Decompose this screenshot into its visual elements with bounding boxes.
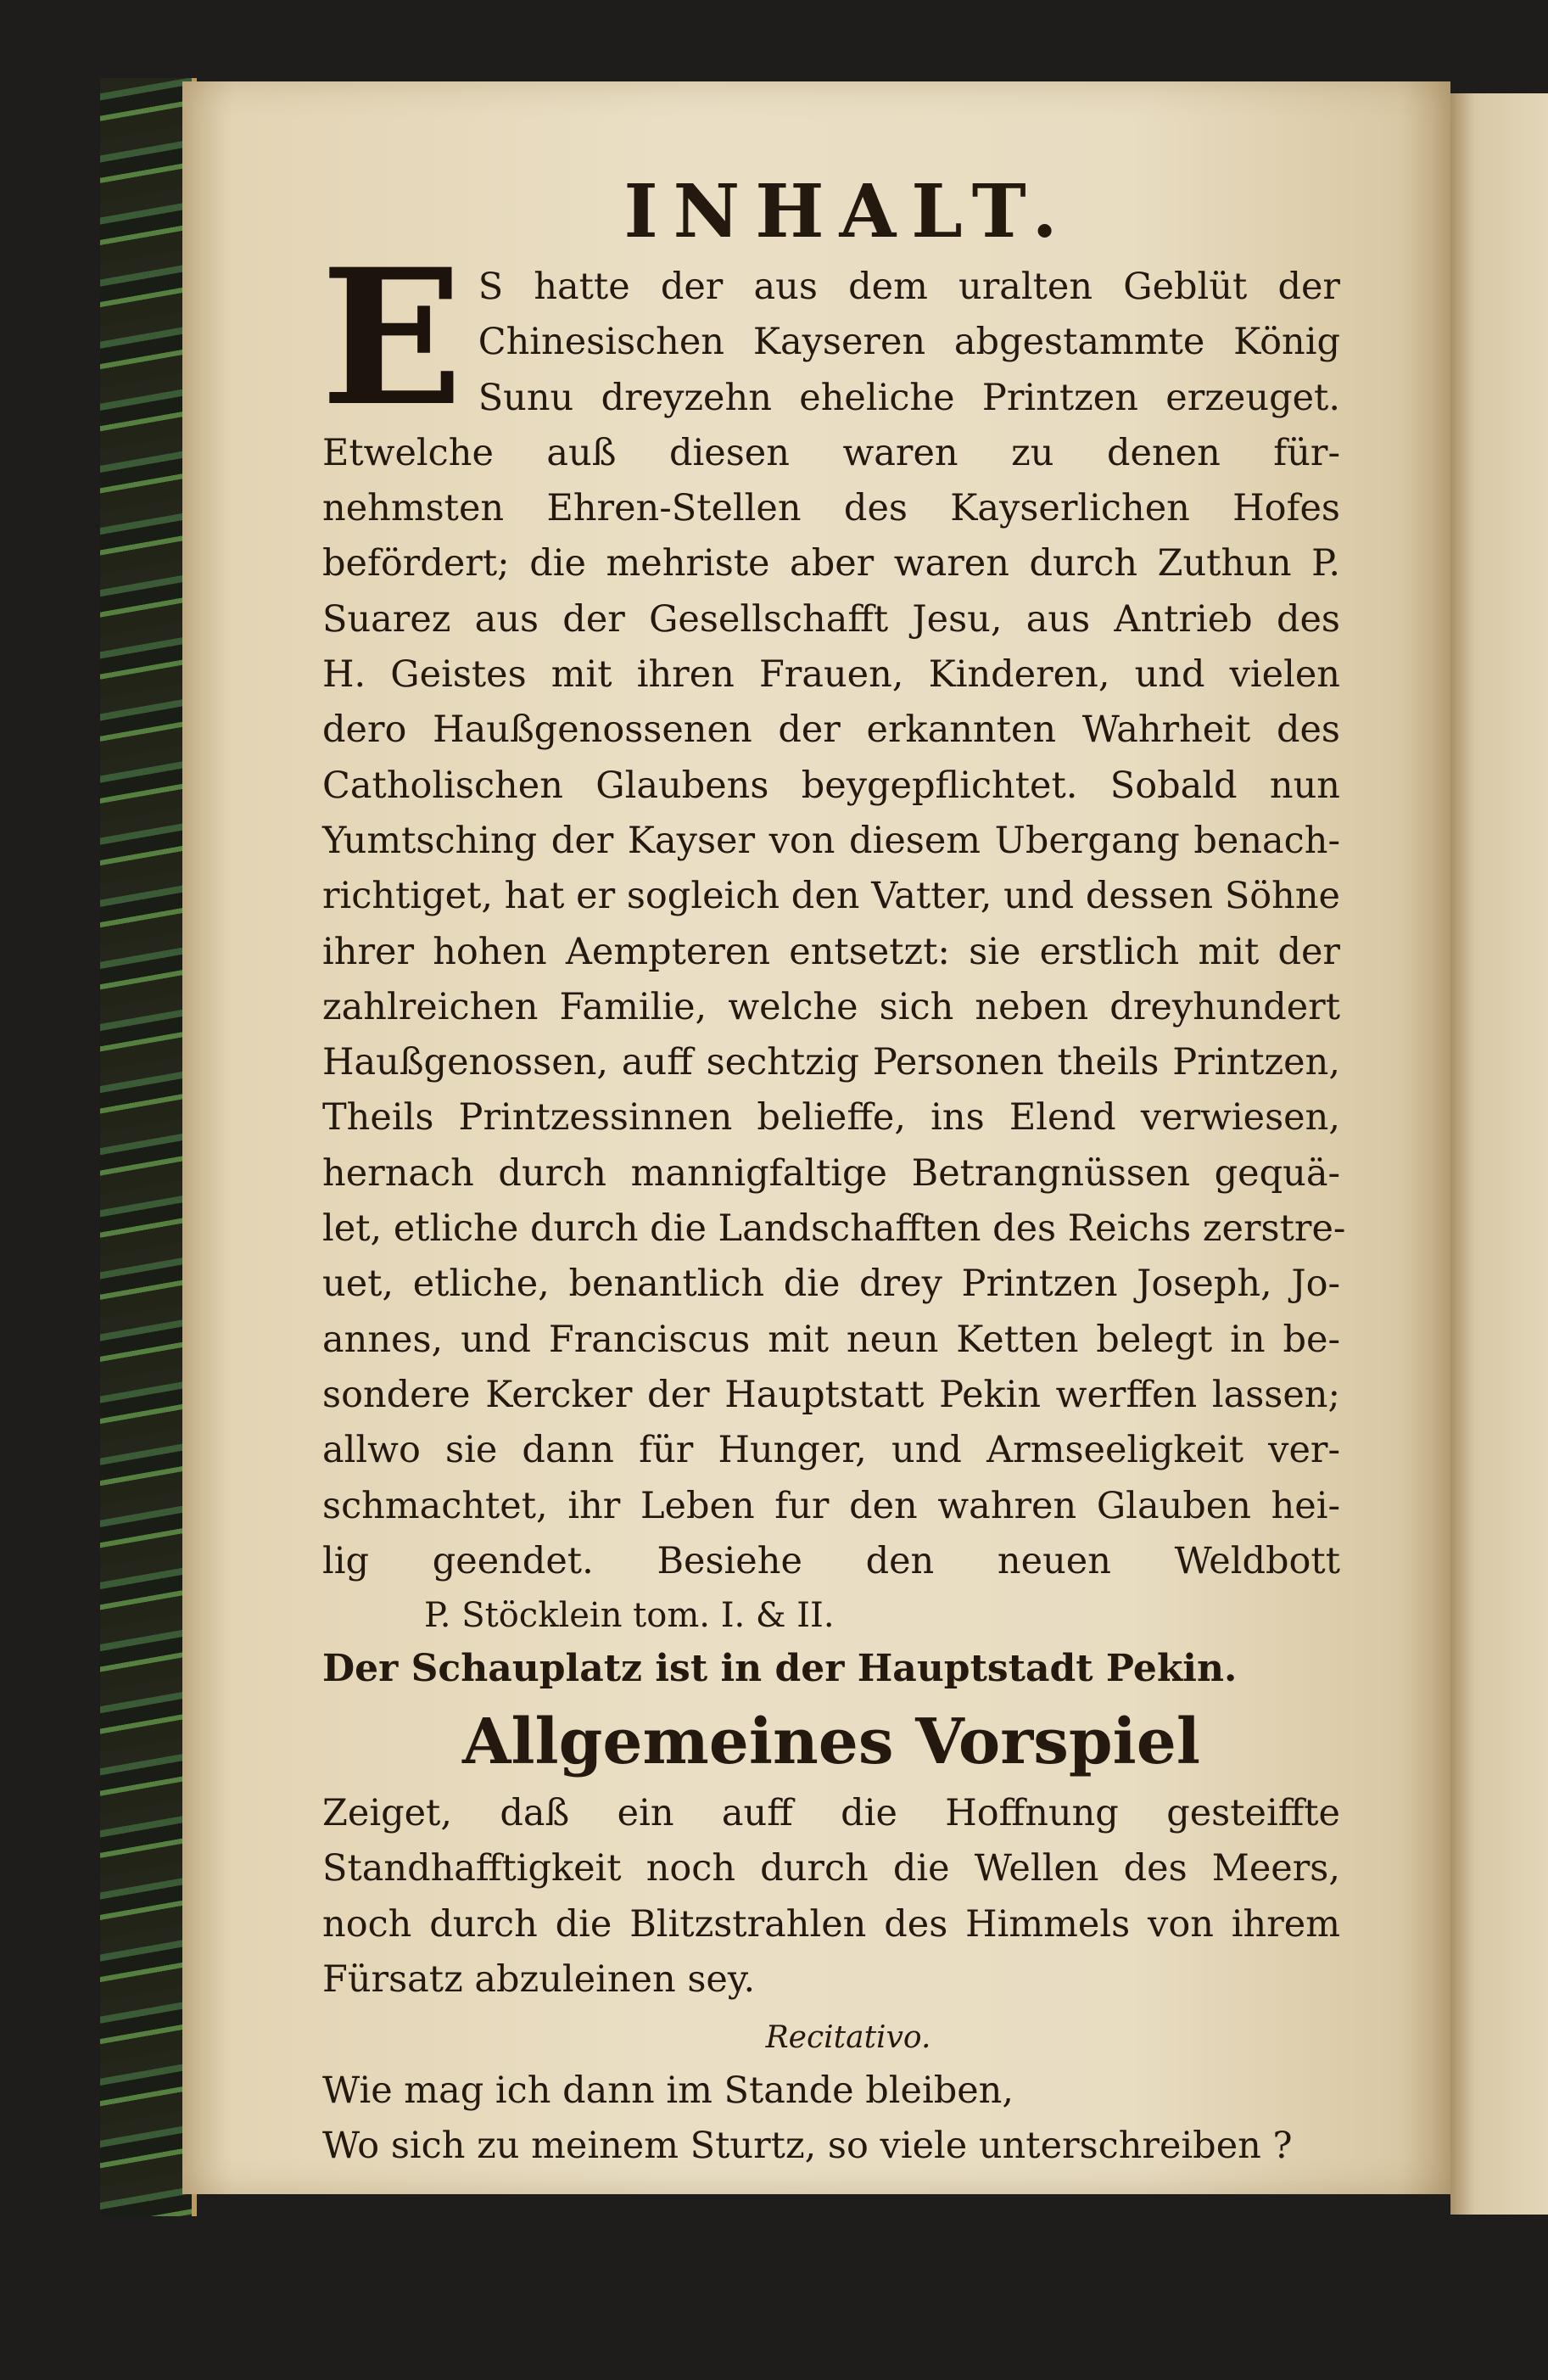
text-line: noch durch die Blitzstrahlen des Himmels von ihrem [322,1902,1340,1946]
text-line: zahlreichen Familie, welche sich neben dreyhundert [322,985,1340,1028]
text-line: befördert; die mehriste aber waren durch Zuthun P. [322,542,1340,585]
text-line: ihrer hohen Aempteren entsetzt: sie erstlich mit der [322,930,1340,973]
scene-setting: Der Schauplatz ist in der Hauptstadt Pekin. [322,1647,1238,1691]
text-line: Zeiget, daß ein auff die Hoffnung gesteiffte [322,1792,1340,1835]
text-line: lig geendet. Besiehe den neuen Weldbott [322,1539,1340,1582]
source-reference: P. Stöcklein tom. I. & II. [424,1596,835,1636]
intro-paragraph [321,227,1346,1589]
section-heading: Allgemeines Vorspiel [462,1705,1200,1779]
text-line: Yumtsching der Kayser von diesem Ubergang benach- [322,819,1340,862]
drop-cap: E [321,227,463,447]
page-text [321,169,1346,2174]
text-line: sondere Kercker der Hauptstatt Pekin werffen lassen; [322,1373,1340,1416]
page-heading: INHALT. [623,169,1073,255]
text-line: uet, etliche, benantlich die drey Printzen Joseph, Jo- [322,1263,1340,1306]
verse-line: Wie mag ich dann im Stande bleiben, [322,2069,1014,2113]
recitativo-label: Recitativo. [765,2020,931,2056]
argument-paragraph [322,1786,1340,2008]
text-line: Theils Printzessinnen belieffe, ins Elend verwiesen, [322,1096,1340,1140]
text-line: dero Haußgenossenen der erkannten Wahrheit des [322,708,1340,752]
text-line: nehmsten Ehren-Stellen des Kayserlichen Hofes [322,487,1340,530]
text-line: Sunu dreyzehn eheliche Printzen erzeuget. [478,376,1340,419]
text-line: let, etliche durch die Landschafften des Reichs zerstre- [322,1207,1346,1251]
text-line: S hatte der aus dem uralten Geblüt der [478,266,1340,308]
facing-page-edge [1450,93,1548,2215]
text-line: Suarez aus der Gesellschafft Jesu, aus Antrieb des [322,597,1340,641]
text-line: Haußgenossen, auff sechtzig Personen theils Printzen, [322,1041,1340,1084]
text-line: richtiget, hat er sogleich den Vatter, und dessen Söhne [322,875,1340,918]
verse-line: Wo sich zu meinem Sturtz, so viele unterschreiben ? [322,2125,1293,2168]
text-line: Standhafftigkeit noch durch die Wellen des Meers, [322,1847,1340,1890]
text-line: Catholischen Glaubens beygepflichtet. Sobald nun [322,764,1340,807]
text-line: allwo sie dann für Hunger, und Armseeligkeit ver- [322,1429,1340,1472]
text-line: Etwelche auß diesen waren zu denen für- [322,431,1340,474]
text-line: annes, und Franciscus mit neun Ketten belegt in be- [322,1318,1340,1361]
text-line: schmachtet, ihr Leben fur den wahren Glauben hei- [322,1484,1340,1527]
text-line: Fürsatz abzuleinen sey. [322,1958,756,2002]
text-line: hernach durch mannigfaltige Betrangnüssen gequä- [322,1151,1340,1195]
text-line: H. Geistes mit ihren Frauen, Kinderen, und vielen [322,653,1340,697]
text-line: Chinesischen Kayseren abgestammte König [478,321,1340,364]
